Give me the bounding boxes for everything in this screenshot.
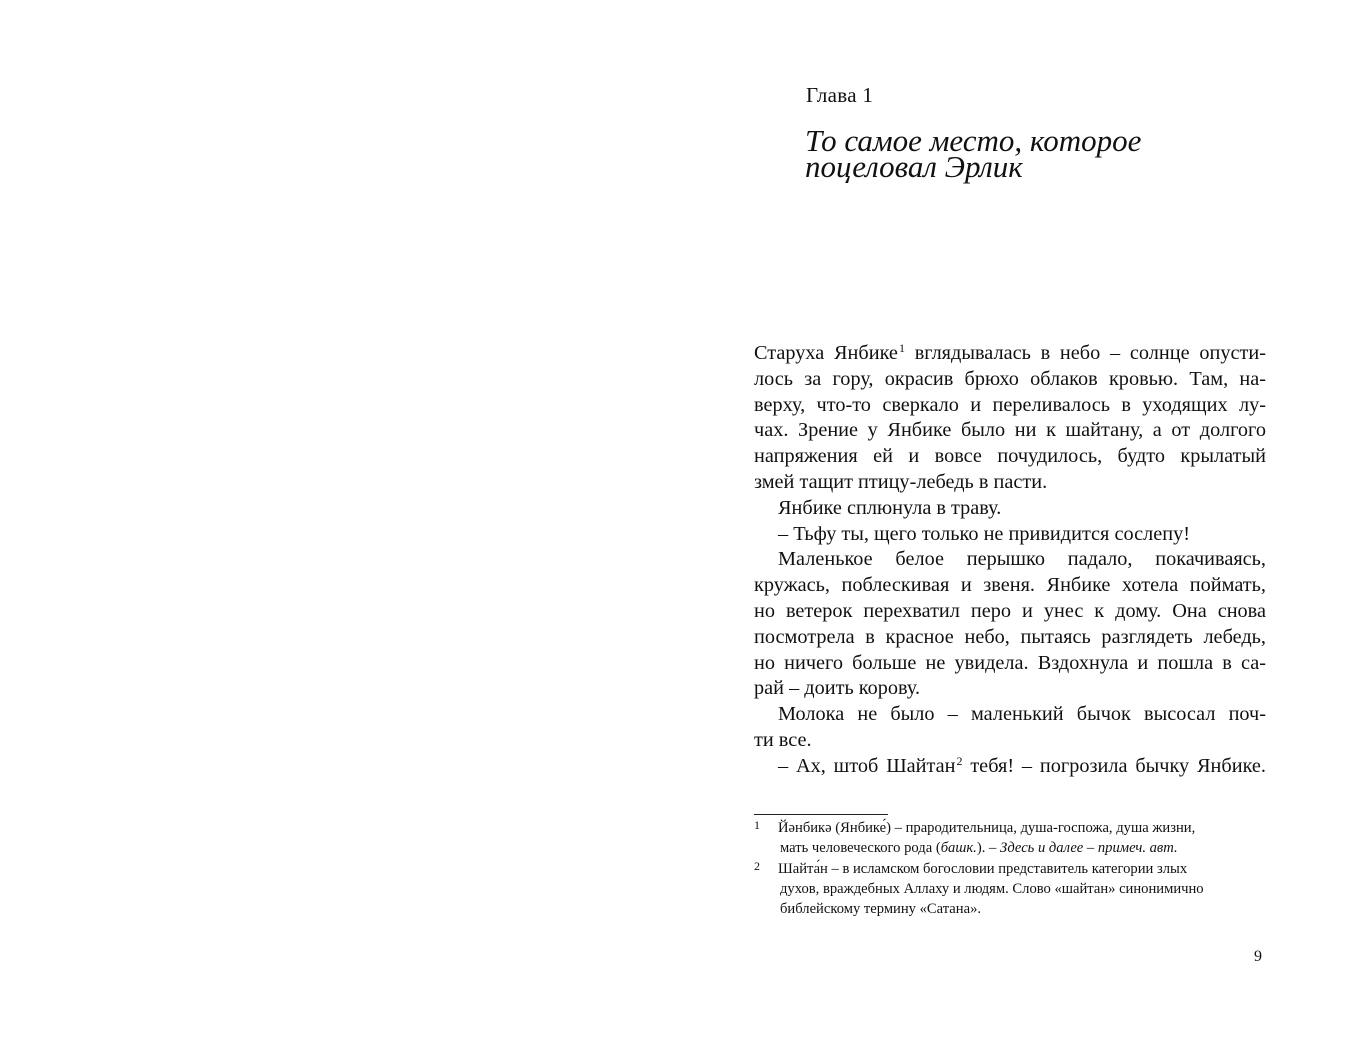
footnote-number: 2	[754, 858, 760, 873]
body-line: но ветерок перехватил перо и унес к дому. Она снова	[754, 599, 1266, 622]
footnote-reference-1[interactable]: 1	[898, 341, 905, 355]
body-line: Старуха Янбике$^1$ вглядывалась в небо – солнце опусти-	[754, 341, 1266, 364]
footnote-1	[754, 818, 1266, 859]
footnote-line: библейскому термину «Сатана».	[780, 901, 982, 918]
body-line: Маленькое белое перышко падало, покачиваясь,	[778, 548, 1266, 571]
footnote-line: Шайта́н – в исламском богословии представитель категории злых	[778, 860, 1188, 877]
dialogue-line: – Тьфу ты, щего только не привидится сослепу!	[778, 522, 1190, 545]
body-line: посмотрела в красное небо, пытаясь разглядеть лебедь,	[754, 625, 1266, 648]
body-line: Янбике сплюнула в траву.	[778, 496, 1002, 519]
footnote-2	[754, 859, 1266, 920]
chapter-title-line: То самое место, которое	[805, 123, 1142, 158]
body-line: кружась, поблескивая и звеня. Янбике хотела поймать,	[754, 574, 1266, 597]
page-number: 9	[1254, 948, 1262, 965]
footnote-number: 1	[754, 818, 760, 832]
body-line: рай – доить корову.	[754, 677, 921, 700]
footnote-reference-2[interactable]: 2	[956, 753, 963, 768]
body-line: Молока не было – маленький бычок высосал поч-	[778, 703, 1266, 726]
footnote-divider	[754, 814, 888, 815]
body-line: верху, что-то сверкало и переливалось в уходящих лу-	[754, 393, 1266, 416]
right-page	[680, 0, 1361, 1047]
chapter-title-line: поцеловал Эрлик	[805, 149, 1023, 184]
footnote-line: Йәнбикә (Янбике́) – прародительница, душа-госпожа, душа жизни,	[778, 820, 1196, 836]
footnotes	[754, 818, 1266, 919]
body-line: змей тащит птицу-лебедь в пасти.	[754, 470, 1048, 493]
body-text	[754, 341, 1266, 780]
footnote-line: духов, враждебных Аллаху и людям. Слово «шайтан» синонимично	[780, 880, 1204, 897]
body-line: ти все.	[754, 728, 812, 751]
dialogue-line: – Ах, штоб Шайтан$^2$ тебя! – погрозила бычку Янбике.	[778, 753, 1266, 777]
chapter-title	[805, 123, 1245, 184]
left-page-blank	[0, 0, 680, 1047]
body-line: чах. Зрение у Янбике было ни к шайтану, а от долгого	[754, 419, 1266, 442]
body-line: но ничего больше не увидела. Вздохнула и пошла в са-	[754, 651, 1266, 674]
body-line: напряжения ей и вовсе почудилось, будто крылатый	[754, 445, 1266, 468]
chapter-label: Глава 1	[806, 83, 874, 107]
body-line: лось за гору, окрасив брюхо облаков кровью. Там, на-	[754, 367, 1266, 390]
footnote-line: мать человеческого рода (башк.). – Здесь и далее – примеч. авт.	[780, 840, 1178, 857]
